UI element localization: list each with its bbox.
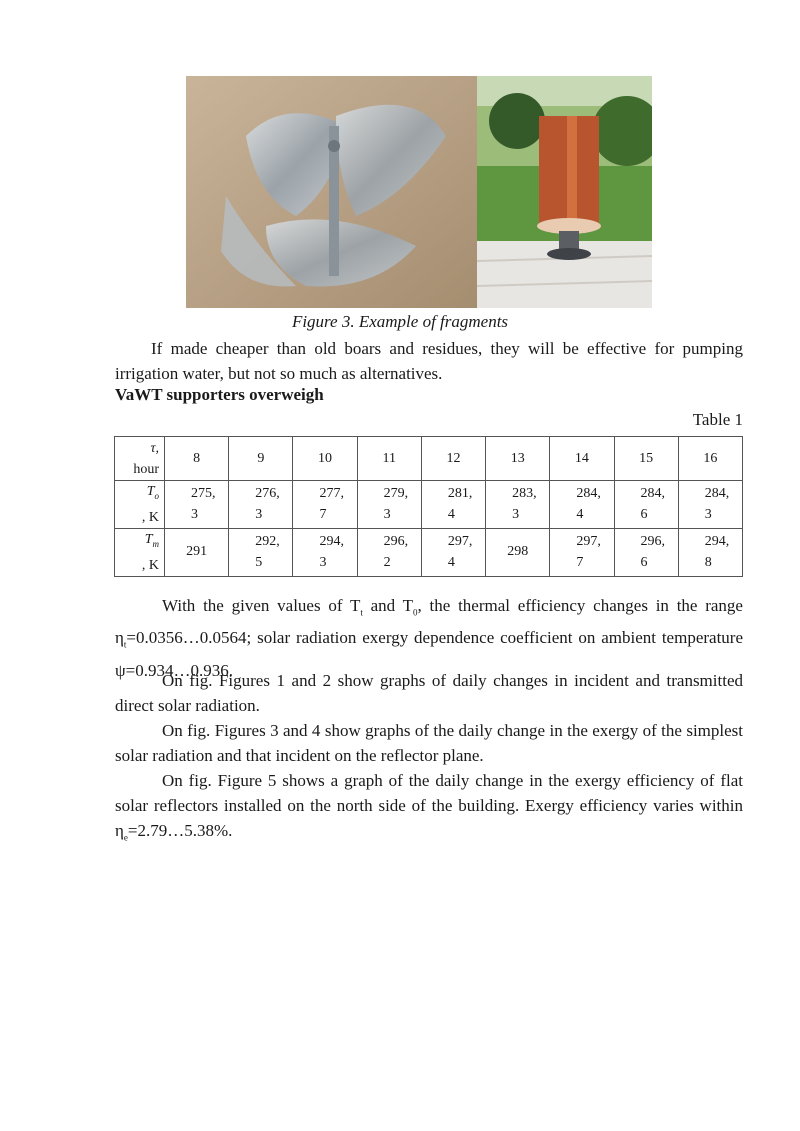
to-cell: 276, 3 [229, 481, 293, 529]
row-label-to: $T_o$ , K [115, 481, 165, 529]
hour-cell: 12 [421, 437, 485, 481]
row-label-tm: $T_m$ , K [115, 528, 165, 576]
to-cell: 277, 7 [293, 481, 357, 529]
hour-cell: 9 [229, 437, 293, 481]
table-row-tm [115, 528, 743, 576]
tm-cell: 294, 3 [293, 528, 357, 576]
tm-cell: 292, 5 [229, 528, 293, 576]
paragraph-irrigation: If made cheaper than old boars and residues, they will be effective for pumping irrigation water, but not so much as alternatives. [115, 339, 743, 383]
tm-cell: 298 [486, 528, 550, 576]
to-cell: 283, 3 [486, 481, 550, 529]
hour-cell: 11 [357, 437, 421, 481]
tm-cell: 297, 7 [550, 528, 614, 576]
temperature-table [114, 436, 743, 577]
table-row-hours [115, 437, 743, 481]
tm-cell: 296, 6 [614, 528, 678, 576]
paragraph-figure-5: On fig. Figure 5 shows a graph of the daily change in the exergy efficiency of flat solar reflectors installed on the north side of the building. Exergy efficiency varies within $\eta_e=2.79\dots 5.38\%$. [115, 771, 743, 843]
figure-3 [186, 76, 652, 308]
hour-cell: 15 [614, 437, 678, 481]
row-label-tau: τ, hour [115, 437, 165, 481]
hour-cell: 16 [678, 437, 742, 481]
table-row-to [115, 481, 743, 529]
to-cell: 281, 4 [421, 481, 485, 529]
figure-caption: Figure 3. Example of fragments [291, 312, 509, 331]
to-cell: 284, 6 [614, 481, 678, 529]
to-cell: 284, 4 [550, 481, 614, 529]
to-cell: 284, 3 [678, 481, 742, 529]
table-label: Table 1 [692, 410, 743, 429]
section-heading: VaWT supporters overweigh [115, 385, 324, 404]
hour-cell: 13 [486, 437, 550, 481]
tm-cell: 291 [165, 528, 229, 576]
paragraph-figures-1-2: On fig. Figures 1 and 2 show graphs of daily changes in incident and transmitted direct solar radiation. [115, 671, 743, 715]
tm-cell: 297, 4 [421, 528, 485, 576]
to-cell: 275, 3 [165, 481, 229, 529]
hour-cell: 14 [550, 437, 614, 481]
tm-cell: 294, 8 [678, 528, 742, 576]
paragraph-thermal-efficiency: With the given values of $T_t$ and $T_0$, the thermal efficiency changes in the range $\eta_t=0.0356\dots 0.0564$; solar radiation exergy dependence coefficient on ambient temperature ψ=0.934…0.936. [115, 596, 743, 680]
hour-cell: 8 [165, 437, 229, 481]
hour-cell: 10 [293, 437, 357, 481]
vertical-turbine-photo [477, 76, 652, 308]
paragraph-figures-3-4: On fig. Figures 3 and 4 show graphs of the daily change in the exergy of the simplest solar radiation and that incident on the reflector plane. [115, 721, 743, 765]
metal-rotor-photo [186, 76, 477, 308]
to-cell: 279, 3 [357, 481, 421, 529]
tm-cell: 296, 2 [357, 528, 421, 576]
